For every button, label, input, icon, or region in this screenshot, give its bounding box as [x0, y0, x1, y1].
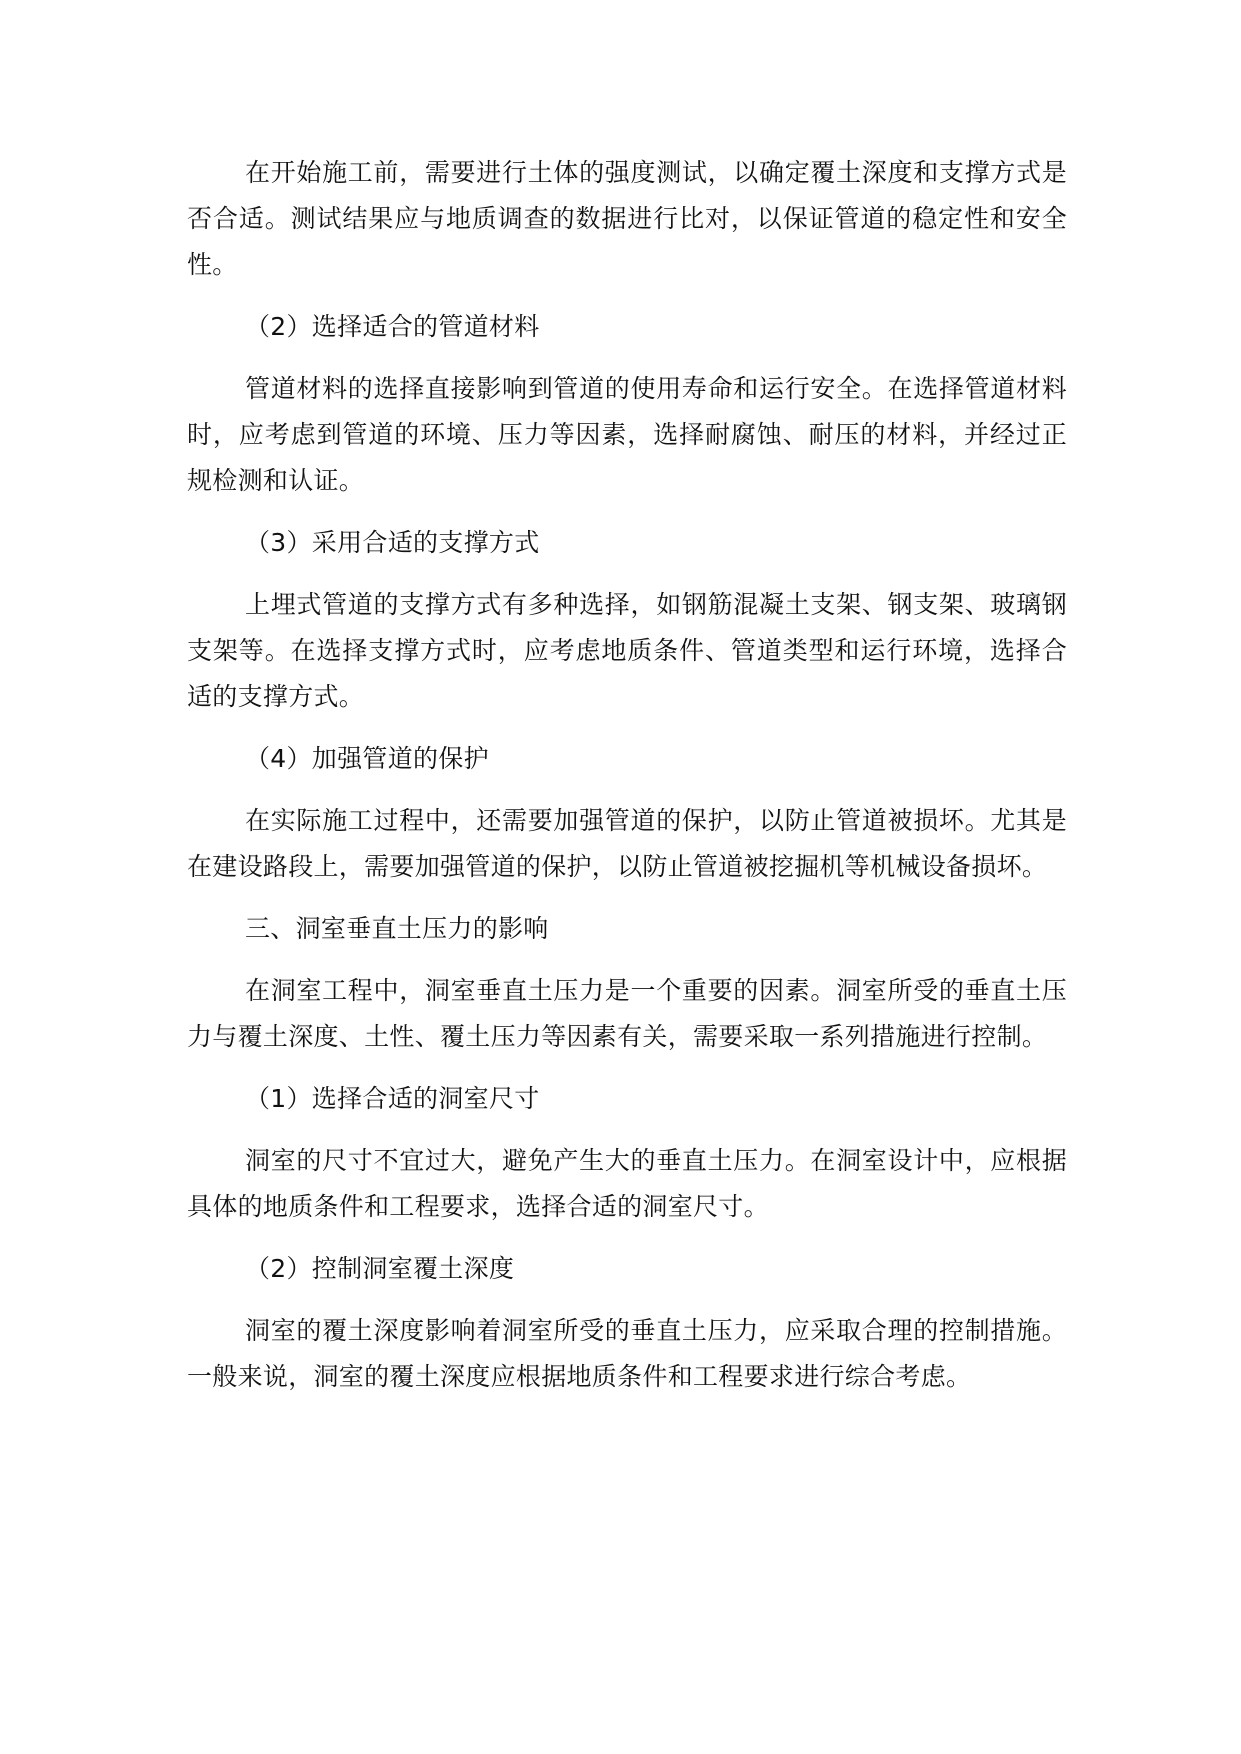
- paragraph-strength-test: 在开始施工前，需要进行土体的强度测试，以确定覆土深度和支撑方式是否合适。测试结果应与地质调查的数据进行比对，以保证管道的稳定性和安全性。: [187, 158, 1067, 279]
- paragraph-pipe-protection: 在实际施工过程中，还需要加强管道的保护，以防止管道被损坏。尤其是在建设路段上，需要加强管道的保护，以防止管道被挖掘机等机械设备损坏。: [187, 806, 1067, 881]
- paragraph-chamber-size: 洞室的尺寸不宜过大，避免产生大的垂直土压力。在洞室设计中，应根据具体的地质条件和工程要求，选择合适的洞室尺寸。: [187, 1146, 1067, 1221]
- subheading-cover-depth: （2）控制洞室覆土深度: [245, 1254, 515, 1283]
- paragraph-chamber-pressure: 在洞室工程中，洞室垂直土压力是一个重要的因素。洞室所受的垂直土压力与覆土深度、土性、覆土压力等因素有关，需要采取一系列措施进行控制。: [187, 976, 1067, 1051]
- subheading-pipe-protection: （4）加强管道的保护: [245, 744, 489, 773]
- paragraph-cover-depth: 洞室的覆土深度影响着洞室所受的垂直土压力，应采取合理的控制措施。一般来说，洞室的覆土深度应根据地质条件和工程要求进行综合考虑。: [187, 1316, 1067, 1391]
- subheading-pipe-material: （2）选择适合的管道材料: [245, 312, 540, 341]
- paragraph-pipe-material: 管道材料的选择直接影响到管道的使用寿命和运行安全。在选择管道材料时，应考虑到管道的环境、压力等因素，选择耐腐蚀、耐压的材料，并经过正规检测和认证。: [187, 374, 1067, 495]
- document-body: [187, 150, 1067, 1416]
- subheading-support-method: （3）采用合适的支撑方式: [245, 528, 540, 557]
- subheading-chamber-size: （1）选择合适的洞室尺寸: [245, 1084, 540, 1113]
- section-heading-chamber-pressure: 三、洞室垂直土压力的影响: [245, 914, 549, 943]
- paragraph-support-method: 上埋式管道的支撑方式有多种选择，如钢筋混凝土支架、钢支架、玻璃钢支架等。在选择支撑方式时，应考虑地质条件、管道类型和运行环境，选择合适的支撑方式。: [187, 590, 1067, 711]
